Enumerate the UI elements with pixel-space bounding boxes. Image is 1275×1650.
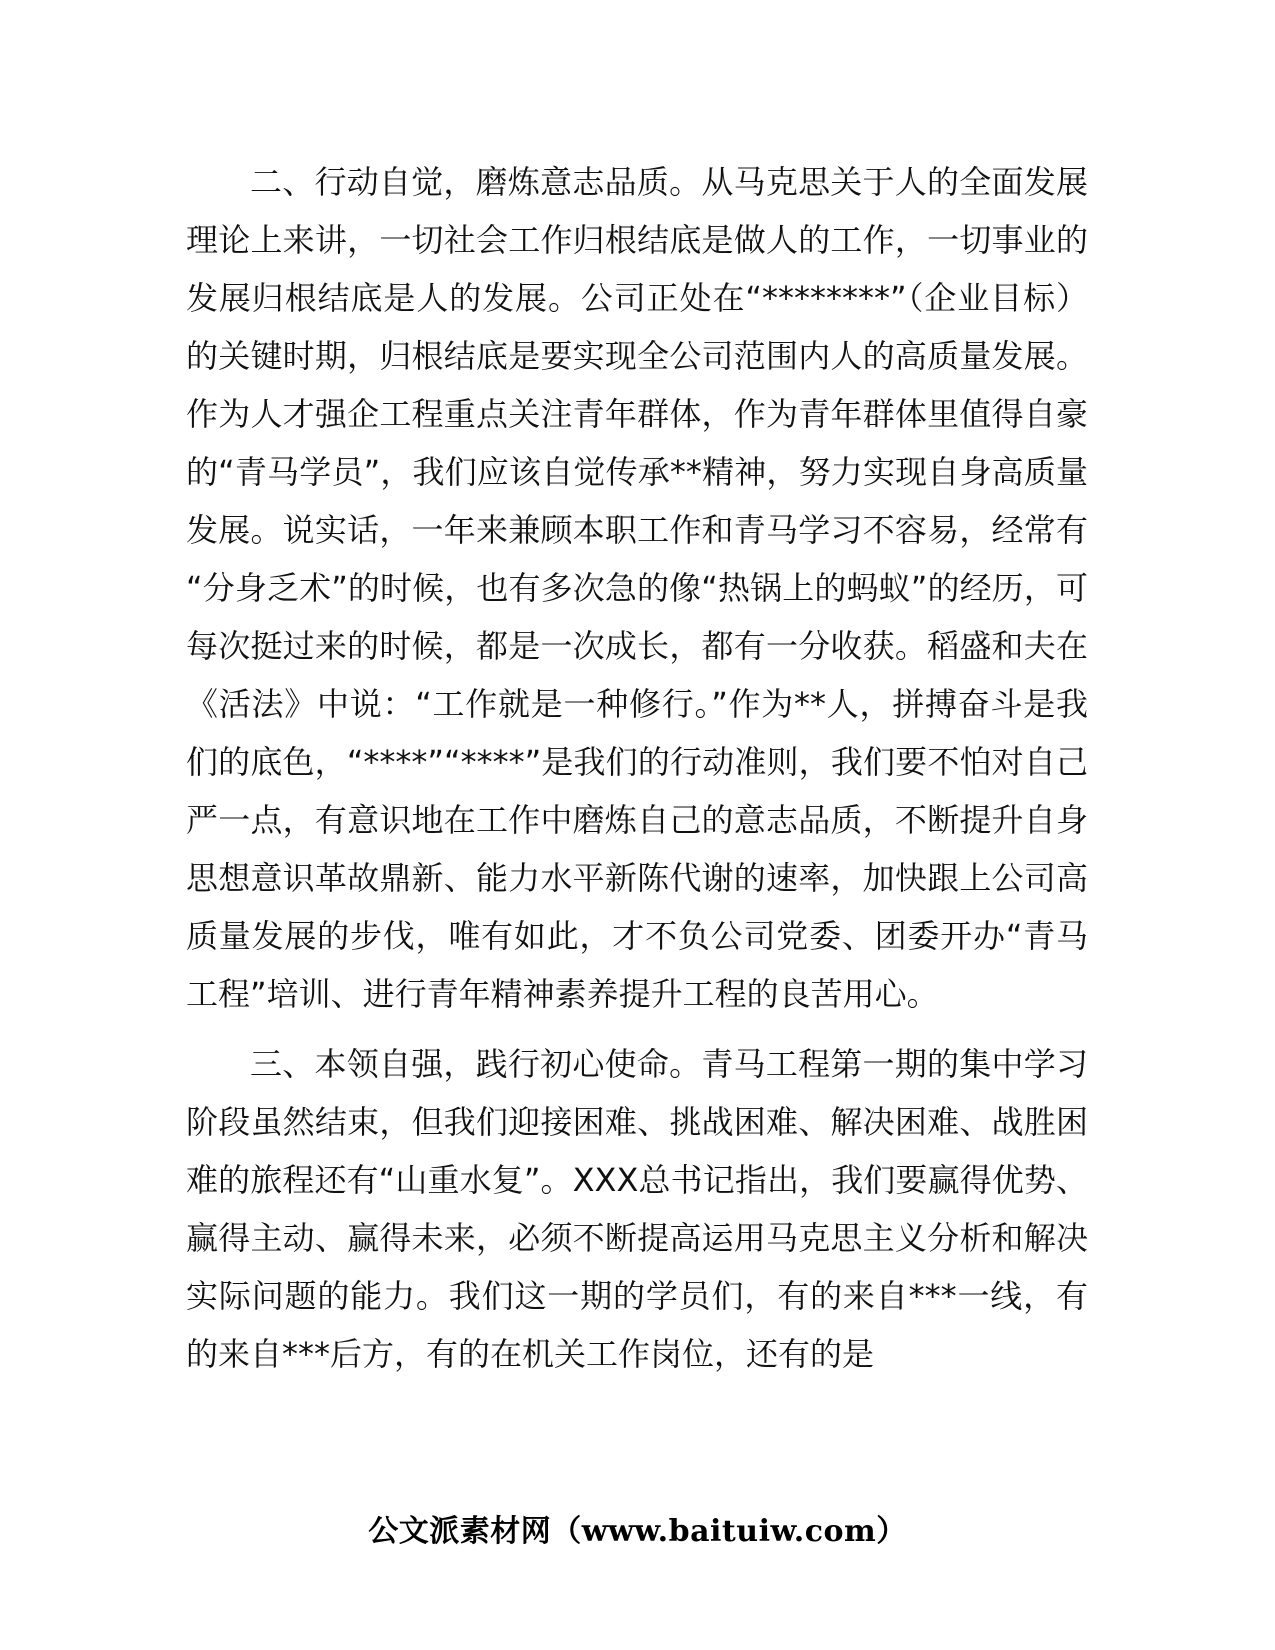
footer-watermark: 公文派素材网（www.baituiw.com） [368, 1514, 907, 1549]
document-body [186, 153, 1088, 1395]
paragraph-section-two: 二、行动自觉，磨炼意志品质。从马克思关于人的全面发展理论上来讲，一切社会工作归根结底是做人的工作，一切事业的发展归根结底是人的发展。公司正处在“********”（企业目标）的关键时期，归根结底是要实现全公司范围内人的高质量发展。作为人才强企工程重点关注青年群体，作为青年群体里值得自豪的“青马学员”，我们应该自觉传承**精神，努力实现自身高质量发展。说实话，一年来兼顾本职工作和青马学习不容易，经常有“分身乏术”的时候，也有多次急的像“热锅上的蚂蚁”的经历，可每次挺过来的时候，都是一次成长，都有一分收获。稻盛和夫在《活法》中说：“工作就是一种修行。”作为**人，拼搏奋斗是我们的底色，“****”“****”是我们的行动准则，我们要不怕对自己严一点，有意识地在工作中磨炼自己的意志品质，不断提升自身思想意识革故鼎新、能力水平新陈代谢的速率，加快跟上公司高质量发展的步伐，唯有如此，才不负公司党委、团委开办“青马工程”培训、进行青年精神素养提升工程的良苦用心。 [186, 163, 1088, 1013]
paragraph-section-three: 三、本领自强，践行初心使命。青马工程第一期的集中学习阶段虽然结束，但我们迎接困难、挑战困难、解决困难、战胜困难的旅程还有“山重水复”。XXX总书记指出，我们要赢得优势、赢得主动、赢得未来，必须不断提高运用马克思主义分析和解决实际问题的能力。我们这一期的学员们，有的来自***一线，有的来自***后方，有的在机关工作岗位，还有的是 [186, 1045, 1088, 1373]
